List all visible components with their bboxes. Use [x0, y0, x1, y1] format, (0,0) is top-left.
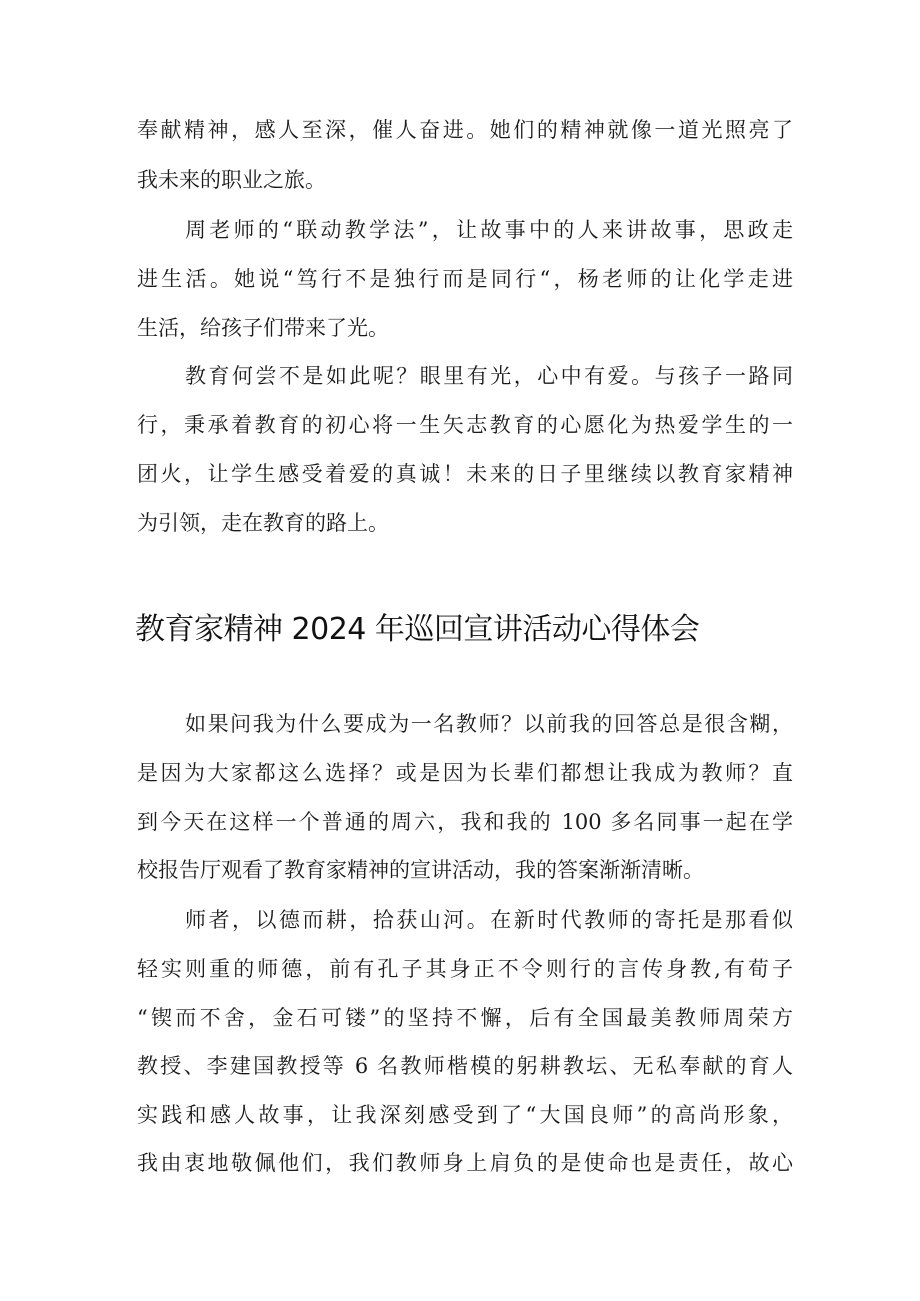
- paragraph-line: 我由衷地敬佩他们，我们教师身上肩负的是使命也是责任，故心: [137, 1151, 793, 1175]
- paragraph-line: 校报告厅观看了教育家精神的宣讲活动，我的答案渐渐清晰。: [137, 858, 704, 882]
- paragraph-line: 生活，给孩子们带来了光。: [137, 316, 389, 340]
- paragraph-line: 到今天在这样一个普通的周六，我和我的 100 多名同事一起在学: [137, 810, 793, 834]
- paragraph-line: 是因为大家都这么选择？或是因为长辈们都想让我成为教师？直: [137, 761, 793, 785]
- paragraph-line: 教育何尝不是如此呢？眼里有光，心中有爱。与孩子一路同: [185, 364, 793, 388]
- section-heading: 教育家精神 2024 年巡回宣讲活动心得体会: [135, 612, 700, 647]
- paragraph-line: 奉献精神，感人至深，催人奋进。她们的精神就像一道光照亮了: [137, 118, 793, 142]
- paragraph-line: 周老师的“联动教学法”，让故事中的人来讲故事，思政走: [185, 218, 793, 242]
- paragraph-line: 进生活。她说“笃行不是独行而是同行“，杨老师的让化学走进: [137, 267, 793, 291]
- paragraph-line: 师者，以德而耕，拾获山河。在新时代教师的寄托是那看似: [185, 908, 793, 932]
- paragraph-line: 教授、李建国教授等 6 名教师楷模的躬耕教坛、无私奉献的育人: [137, 1054, 793, 1078]
- paragraph-line: 行，秉承着教育的初心将一生矢志教育的心愿化为热爱学生的一: [137, 413, 793, 437]
- paragraph-line: 如果问我为什么要成为一名教师？以前我的回答总是很含糊，: [185, 712, 793, 736]
- paragraph-line: 轻实则重的师德，前有孔子其身正不令则行的言传身教,有荀子: [137, 957, 793, 981]
- paragraph-line: 为引领，走在教育的路上。: [137, 511, 389, 535]
- paragraph-line: 我未来的职业之旅。: [137, 168, 326, 192]
- paragraph-line: 实践和感人故事，让我深刻感受到了“大国良师”的高尚形象，: [137, 1103, 793, 1127]
- paragraph-line: “锲而不舍，金石可镂”的坚持不懈，后有全国最美教师周荣方: [137, 1006, 793, 1030]
- paragraph-line: 团火，让学生感受着爱的真诚！未来的日子里继续以教育家精神: [137, 462, 793, 486]
